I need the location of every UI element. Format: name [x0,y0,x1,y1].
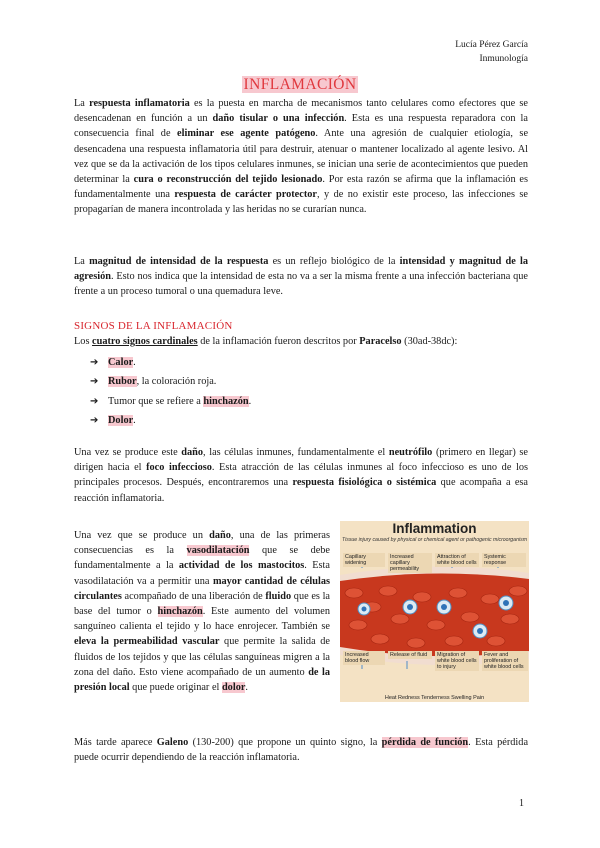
blood-vessel-illustration [340,521,529,702]
list-item: ➔ Calor. [90,357,136,368]
arrow-icon: ➔ [90,395,99,407]
figure-label: Increased capillary permeability [388,553,432,573]
magnitude-paragraph: La magnitud de intensidad de la respuesta es un reflejo biológico de la intensidad y magnitud de la agresión. Esto nos indica que la intensidad de esta no va a ser la misma frente a una infección bacteriana que frente a un proceso tumoral o una quemadura leve. [74,256,529,298]
intro-paragraph: La respuesta inflamatoria es la puesta en marcha de mecanismos tanto celulares como efectores que se desencadenan en función a un daño tisular o una infección. Esta es una respuesta reparadora con la consecuencia final de eliminar ese agente patógeno. Ante una agresión de cualquier etiología, se desencadena una respuesta inflamatoria útil para destruir, atenuar o mantener localizado al agente lesivo. Al vez que se da la activación de los tipos celulares inmunes, se inician una serie de acontecimientos que pueden determinar la cura o reconstrucción del tejido lesionado. Por esta razón se afirma que la inflamación es fundamentalmente una respuesta de carácter protector, y de no existir este proceso, las infecciones se propagarían de manera incontrolada y las heridas no se curarían nunca. [74,98,529,216]
figure-label: Increased blood flow [343,651,385,665]
figure-label: Release of fluid [388,651,432,659]
arrow-icon: ➔ [90,376,99,388]
page-header [455,38,528,66]
galeno-paragraph: Más tarde aparece Galeno (130-200) que propone un quinto signo, la pérdida de función. Esta pérdida puede ocurrir dependiendo de la reacción inflamatoria. [74,737,529,764]
signs-intro: Los cuatro signos cardinales de la inflamación fueron descritos por Paracelso (30ad-38dc): [74,336,458,347]
figure-subtitle: Tissue injury caused by physical or chemical agent or pathogenic microorganism [341,537,528,543]
figure-label: Attraction of white blood cells [435,553,479,567]
page-number: 1 [519,798,524,809]
inflammation-figure [340,521,529,702]
figure-label: Systemic response [482,553,526,567]
subject-name: Inmunología [479,54,528,64]
arrow-icon: ➔ [90,357,99,368]
figure-title: Inflammation [392,521,477,536]
list-item: ➔ Rubor, la coloración roja. [90,376,217,388]
page-title: INFLAMACIÓN [243,76,357,93]
author-name: Lucía Pérez García [455,40,528,50]
list-item: ➔ Tumor que se refiere a hinchazón. [90,395,252,407]
section-heading-signs: SIGNOS DE LA INFLAMACIÓN [74,320,233,332]
figure-label: Fever and proliferation of white blood cells [482,651,528,671]
vasodilation-paragraph: Una vez que se produce un daño, una de las primeras consecuencias es la vasodilatación que se debe fundamentalmente a la actividad de los mastocitos. Esta vasodilatación va a permitir una mayor cantidad de células circulantes acompañado de una liberación de fluido que es la base del tumor o hinchazón. Este aumento del volumen sanguíneo calienta el tejido y lo hace enrojecer. También se eleva la permeabilidad vascular que permite la salida de fluidos de los tejidos y que las células sanguíneas migren a la zona del daño. Esto viene acompañado de un aumento de la presión local que puede originar el dolor. [74,530,331,694]
cardinal-signs-list [90,355,251,432]
figure-footer: Heat Redness Tenderness Swelling Pain [384,695,485,701]
arrow-icon: ➔ [90,414,99,426]
list-item: ➔ Dolor. [90,414,136,426]
figure-label: Capillary widening [343,553,385,567]
figure-label: Migration of white blood cells to injury [435,651,479,671]
damage-paragraph: Una vez se produce este daño, las células inmunes, fundamentalmente el neutrófilo (primero en llegar) se dirigen hacia el foco infeccioso. Esta atracción de las células inmunes al foco infeccioso es uno de los principales procesos. Después, encontraremos una respuesta fisiológica o sistémica que acompaña a esa reacción inflamatoria. [74,447,529,504]
